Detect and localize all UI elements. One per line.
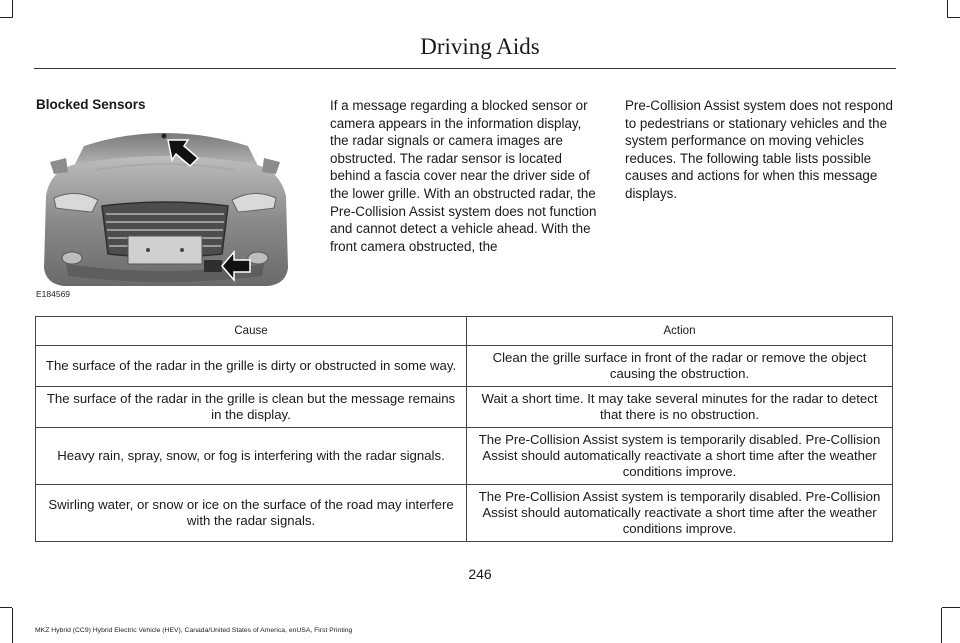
body-paragraph: If a message regarding a blocked sensor or camera appears in the information display, the radar signals or camera images are obstructed. The radar sensor is located behind a fascia cover near the driver side of the lower grille. With an obstructed radar, the Pre-Collision Assist system does not function and cannot detect a vehicle ahead. With the front camera obstructed, the — [330, 98, 597, 254]
page-number: 246 — [468, 566, 492, 582]
action-cell: Wait a short time. It may take several minutes for the radar to detect that there is no obstruction. — [467, 387, 893, 428]
crop-mark — [12, 608, 13, 643]
body-paragraph: Pre-Collision Assist system does not respond to pedestrians or stationary vehicles and the system performance on moving vehicles reduces. The following table lists possible causes and actions for when this message displays. — [625, 98, 893, 201]
header-divider — [34, 68, 896, 69]
action-cell: The Pre-Collision Assist system is temporarily disabled. Pre-Collision Assist should automatically reactivate a short time after the weather conditions improve. — [467, 428, 893, 485]
table-row — [36, 485, 893, 542]
crop-mark — [941, 608, 942, 643]
table-row — [36, 428, 893, 485]
footer-text: MKZ Hybrid (CC9) Hybrid Electric Vehicle (HEV), Canada/United States of America, enUSA, First Printing — [35, 627, 353, 634]
cause-cell: The surface of the radar in the grille is dirty or obstructed in some way. — [36, 346, 467, 387]
crop-mark — [12, 0, 13, 18]
blocked-sensor-table — [35, 316, 893, 542]
crop-mark — [947, 0, 948, 18]
table-header-row — [36, 317, 893, 346]
crop-mark — [942, 607, 960, 608]
cause-cell: The surface of the radar in the grille is clean but the message remains in the display. — [36, 387, 467, 428]
action-cell: Clean the grille surface in front of the radar or remove the object causing the obstruction. — [467, 346, 893, 387]
figure-id: E184569 — [36, 289, 71, 299]
section-heading: Blocked Sensors — [36, 97, 146, 112]
column-header-cause: Cause — [36, 317, 467, 346]
cause-cell: Heavy rain, spray, snow, or fog is interfering with the radar signals. — [36, 428, 467, 485]
column-header-action: Action — [467, 317, 893, 346]
car-front-illustration — [36, 118, 294, 298]
action-cell: The Pre-Collision Assist system is temporarily disabled. Pre-Collision Assist should automatically reactivate a short time after the weather conditions improve. — [467, 485, 893, 542]
page-title: Driving Aids — [420, 34, 540, 59]
crop-mark — [0, 607, 12, 608]
cause-cell: Swirling water, or snow or ice on the surface of the road may interfere with the radar signals. — [36, 485, 467, 542]
table-row — [36, 387, 893, 428]
crop-mark — [0, 17, 12, 18]
table-row — [36, 346, 893, 387]
crop-mark — [948, 17, 960, 18]
